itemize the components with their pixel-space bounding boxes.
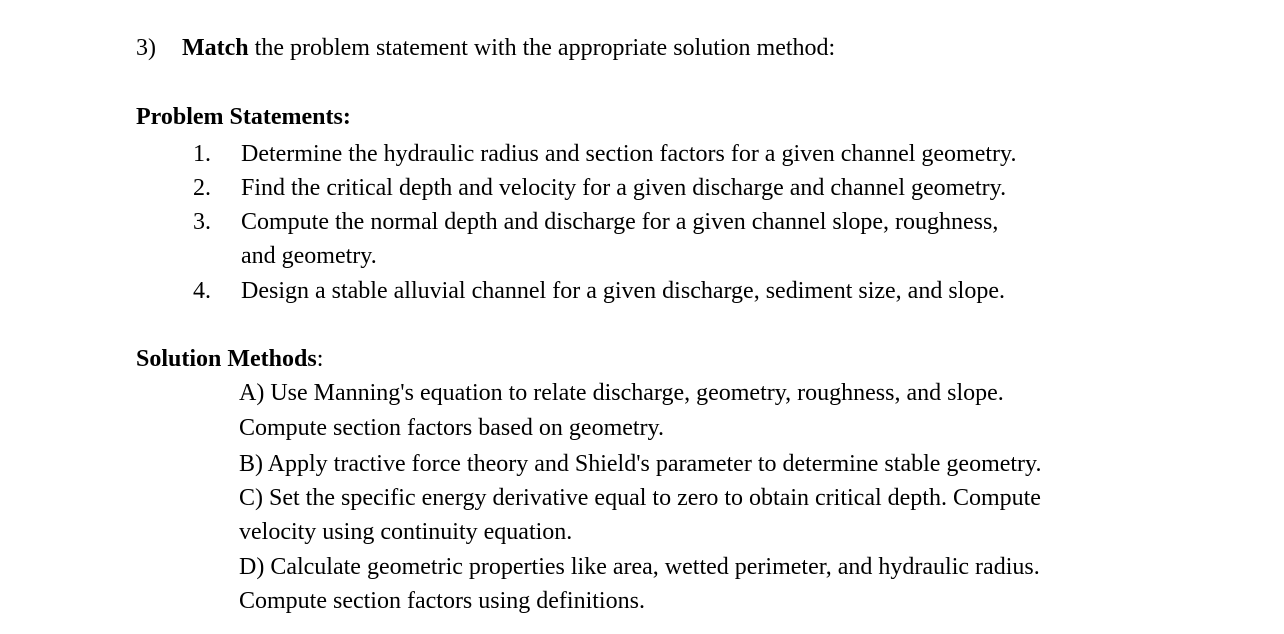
solution-c-line-1: C) Set the specific energy derivative equal to zero to obtain critical depth. Compute xyxy=(239,485,1041,511)
problem-1-text: Determine the hydraulic radius and section factors for a given channel geometry. xyxy=(241,141,1017,167)
problem-4-number: 4. xyxy=(193,278,211,304)
solution-methods-colon: : xyxy=(316,346,324,372)
problem-3-number: 3. xyxy=(193,209,211,235)
solution-methods-heading xyxy=(136,347,323,371)
question-number: 3) xyxy=(136,35,156,61)
problem-3-text-line-1: Compute the normal depth and discharge for a given channel slope, roughness, xyxy=(241,209,999,235)
problem-3-text-line-2: and geometry. xyxy=(241,243,377,269)
solution-methods-title: Solution Methods xyxy=(136,346,317,372)
question-text: the problem statement with the appropriate solution method: xyxy=(248,35,836,61)
solution-b-line-1: B) Apply tractive force theory and Shield's parameter to determine stable geometry. xyxy=(239,451,1042,477)
problem-2-number: 2. xyxy=(193,175,211,201)
problem-4-text: Design a stable alluvial channel for a given discharge, sediment size, and slope. xyxy=(241,278,1005,304)
solution-c-line-2: velocity using continuity equation. xyxy=(239,519,573,545)
solution-d-line-1: D) Calculate geometric properties like area, wetted perimeter, and hydraulic radius. xyxy=(239,554,1040,580)
question-line xyxy=(136,36,835,60)
solution-a-line-2: Compute section factors based on geometry. xyxy=(239,415,664,441)
solution-d-line-2: Compute section factors using definitions. xyxy=(239,588,645,614)
problem-1-number: 1. xyxy=(193,141,211,167)
problem-2-text: Find the critical depth and velocity for a given discharge and channel geometry. xyxy=(241,175,1007,201)
solution-a-line-1: A) Use Manning's equation to relate discharge, geometry, roughness, and slope. xyxy=(239,380,1004,406)
problem-statements-heading: Problem Statements: xyxy=(136,104,351,130)
question-keyword: Match xyxy=(182,35,249,61)
